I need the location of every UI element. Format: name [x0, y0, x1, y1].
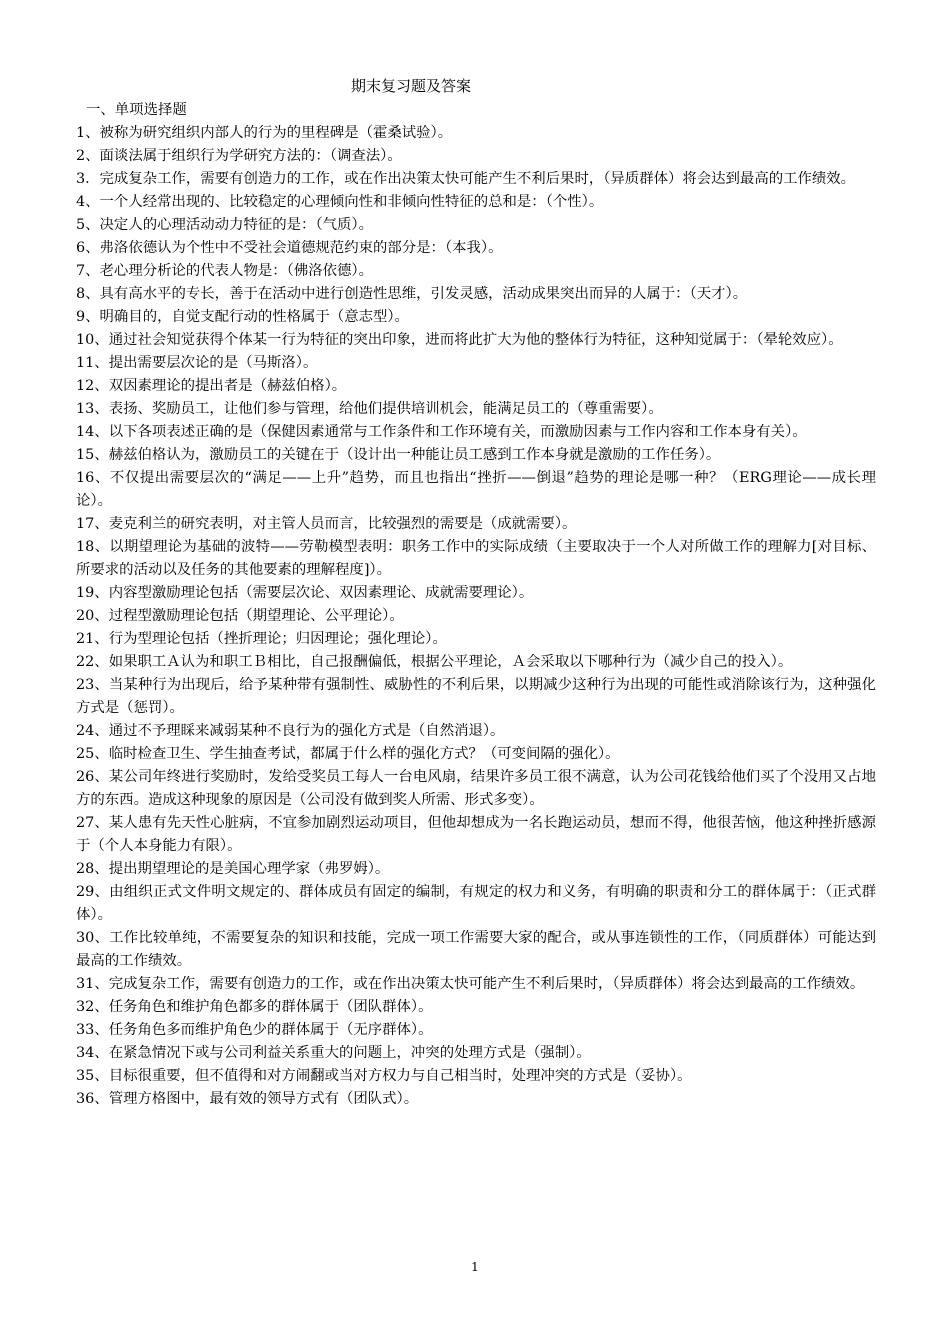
- question-item-23: 23、当某种行为出现后，给予某种带有强制性、威胁性的不利后果，以期减少这种行为出现的可能性或消除该行为，这种强化方式是（惩罚）。: [76, 677, 876, 716]
- question-item-22: 22、如果职工Ａ认为和职工Ｂ相比，自己报酬偏低，根据公平理论，Ａ会采取以下哪种行为（减少自己的投入）。: [76, 654, 793, 670]
- question-item-2: 2、面谈法属于组织行为学研究方法的：（调查法）。: [76, 148, 402, 164]
- question-item-7: 7、老心理分析论的代表人物是：（佛洛依德）。: [76, 263, 373, 279]
- question-item-31: 31、完成复杂工作，需要有创造力的工作，或在作出决策太快可能产生不利后果时，（异质群体）将会达到最高的工作绩效。: [76, 976, 865, 992]
- question-item-20: 20、过程型激励理论包括（期望理论、公平理论）。: [76, 608, 404, 624]
- question-item-35: 35、目标很重要，但不值得和对方闹翻或当对方权力与自己相当时，处理冲突的方式是（妥协）。: [76, 1068, 692, 1084]
- question-item-6: 6、弗洛依德认为个性中不受社会道德规范约束的部分是：（本我）。: [76, 240, 503, 256]
- question-item-25: 25、临时检查卫生、学生抽查考试，都属于什么样的强化方式？（可变间隔的强化）。: [76, 746, 620, 762]
- question-item-1: 1、被称为研究组织内部人的行为的里程碑是（霍桑试验）。: [76, 125, 453, 141]
- question-item-16: 16、不仅提出需要层次的“满足——上升”趋势，而且也指出“挫折——倒退”趋势的理论是哪一种？（ERG理论——成长理论）。: [76, 470, 876, 509]
- question-item-21: 21、行为型理论包括（挫折理论；归因理论；强化理论）。: [76, 631, 447, 647]
- question-item-34: 34、在紧急情况下或与公司利益关系重大的问题上，冲突的处理方式是（强制）。: [76, 1045, 591, 1061]
- question-item-3: 3．完成复杂工作，需要有创造力的工作，或在作出决策太快可能产生不利后果时，（异质群体）将会达到最高的工作绩效。: [76, 171, 856, 187]
- question-item-17: 17、麦克利兰的研究表明，对主管人员而言，比较强烈的需要是（成就需要）。: [76, 516, 577, 532]
- question-item-26: 26、某公司年终进行奖励时，发给受奖员工每人一台电风扇，结果许多员工很不满意，认为公司花钱给他们买了个没用又占地方的东西。造成这种现象的原因是（公司没有做到奖人所需、形式多变）。: [76, 769, 876, 808]
- question-item-5: 5、决定人的心理活动动力特征的是：（气质）。: [76, 217, 373, 233]
- question-item-13: 13、表扬、奖励员工，让他们参与管理，给他们提供培训机会，能满足员工的（尊重需要）。: [76, 401, 663, 417]
- question-item-30: 30、工作比较单纯，不需要复杂的知识和技能，完成一项工作需要大家的配合，或从事连锁性的工作，（同质群体）可能达到最高的工作绩效。: [76, 930, 876, 969]
- question-item-9: 9、明确目的，自觉支配行动的性格属于（意志型）。: [76, 309, 409, 325]
- question-item-36: 36、管理方格图中，最有效的领导方式有（团队式）。: [76, 1091, 419, 1107]
- question-item-10: 10、通过社会知觉获得个体某一行为特征的突出印象，进而将此扩大为他的整体行为特征，这种知觉属于：（晕轮效应）。: [76, 332, 843, 348]
- question-item-18: 18、以期望理论为基础的波特——劳勒模型表明：职务工作中的实际成绩（主要取决于一个人对所做工作的理解力[对目标、所要求的活动以及任务的其他要素的理解程度]）。: [76, 539, 876, 578]
- question-item-19: 19、内容型激励理论包括（需要层次论、双因素理论、成就需要理论）。: [76, 585, 534, 601]
- question-item-28: 28、提出期望理论的是美国心理学家（弗罗姆）。: [76, 861, 390, 877]
- question-item-12: 12、双因素理论的提出者是（赫兹伯格）。: [76, 378, 347, 394]
- question-item-24: 24、通过不予理睬来减弱某种不良行为的强化方式是（自然消退）。: [76, 723, 505, 739]
- question-item-11: 11、提出需要层次论的是（马斯洛）。: [76, 355, 318, 371]
- document-body: [76, 99, 876, 1111]
- question-item-27: 27、某人患有先天性心脏病，不宜参加剧烈运动项目，但他却想成为一名长跑运动员，想而不得，他很苦恼，他这种挫折感源于（个人本身能力有限）。: [76, 815, 876, 854]
- question-item-15: 15、赫兹伯格认为，激励员工的关键在于（设计出一种能让员工感到工作本身就是激励的工作任务）。: [76, 447, 721, 463]
- question-item-14: 14、以下各项表述正确的是（保健因素通常与工作条件和工作环境有关，而激励因素与工作内容和工作本身有关）。: [76, 424, 807, 440]
- question-item-32: 32、任务角色和维护角色都多的群体属于（团队群体）。: [76, 999, 433, 1015]
- question-item-29: 29、由组织正式文件明文规定的、群体成员有固定的编制，有规定的权力和义务，有明确的职责和分工的群体属于：（正式群体）。: [76, 884, 876, 923]
- question-item-8: 8、具有高水平的专长，善于在活动中进行创造性思维，引发灵感，活动成果突出而异的人属于：（天才）。: [76, 286, 748, 302]
- question-item-4: 4、一个人经常出现的、比较稳定的心理倾向性和非倾向性特征的总和是：（个性）。: [76, 194, 604, 210]
- document-title: 期末复习题及答案: [350, 77, 471, 95]
- section-heading: 一、单项选择题: [86, 102, 187, 118]
- page-number: 1: [471, 1260, 479, 1274]
- question-item-33: 33、任务角色多而维护角色少的群体属于（无序群体）。: [76, 1022, 433, 1038]
